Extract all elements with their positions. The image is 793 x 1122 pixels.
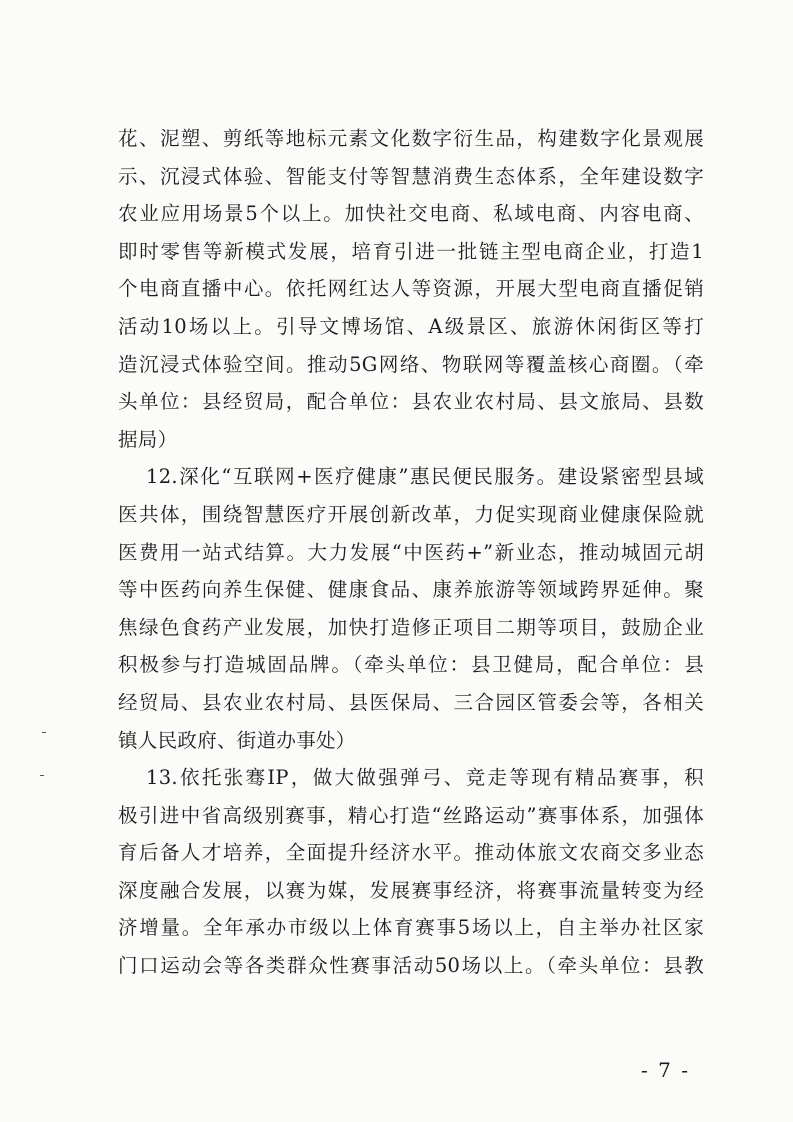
paragraph-12-start: 12.深化“互联网+医疗健康”惠民便民服务。建设紧密型县域 <box>146 465 704 489</box>
body-text <box>118 120 704 985</box>
text-line: 育后备人才培养，全面提升经济水平。推动体旅文农商交多业态 <box>118 841 704 865</box>
text-line: 据局） <box>118 427 178 451</box>
text-line: 镇人民政府、街道办事处） <box>118 728 356 752</box>
text-line: 即时零售等新模式发展，培育引进一批链主型电商企业，打造1 <box>118 239 704 263</box>
scan-mark <box>42 732 46 733</box>
text-line: 医费用一站式结算。大力发展“中医药+”新业态，推动城固元胡 <box>118 540 704 564</box>
text-line: 焦绿色食药产业发展，加快打造修正项目二期等项目，鼓励企业 <box>118 615 704 639</box>
text-line: 活动10场以上。引导文博场馆、A级景区、旅游休闲街区等打 <box>118 314 704 338</box>
text-line: 等中医药向养生保健、健康食品、康养旅游等领域跨界延伸。聚 <box>118 578 704 602</box>
text-line: 门口运动会等各类群众性赛事活动50场以上。（牵头单位：县教 <box>118 954 704 978</box>
scan-mark <box>40 775 44 776</box>
text-line: 花、泥塑、剪纸等地标元素文化数字衍生品，构建数字化景观展 <box>118 127 704 150</box>
text-line: 头单位：县经贸局，配合单位：县农业农村局、县文旅局、县数 <box>118 390 704 414</box>
text-line: 济增量。全年承办市级以上体育赛事5场以上，自主举办社区家 <box>118 916 704 940</box>
text-line: 农业应用场景5个以上。加快社交电商、私域电商、内容电商、 <box>118 202 704 226</box>
paragraph-13-start: 13.依托张骞IP，做大做强弹弓、竞走等现有精品赛事，积 <box>146 766 704 790</box>
text-line: 深度融合发展，以赛为媒，发展赛事经济，将赛事流量转变为经 <box>118 878 704 902</box>
text-line: 个电商直播中心。依托网红达人等资源，开展大型电商直播促销 <box>118 277 704 301</box>
text-line: 造沉浸式体验空间。推动5G网络、物联网等覆盖核心商圈。（牵 <box>118 352 704 376</box>
text-line: 极引进中省高级别赛事，精心打造“丝路运动”赛事体系，加强体 <box>118 803 704 827</box>
text-line: 经贸局、县农业农村局、县医保局、三合园区管委会等，各相关 <box>118 690 704 714</box>
text-line: 医共体，围绕智慧医疗开展创新改革，力促实现商业健康保险就 <box>118 502 704 526</box>
page-number: - 7 - <box>641 1058 690 1082</box>
text-line: 示、沉浸式体验、智能支付等智慧消费生态体系，全年建设数字 <box>118 164 704 188</box>
text-line: 积极参与打造城固品牌。（牵头单位：县卫健局，配合单位：县 <box>118 653 704 677</box>
